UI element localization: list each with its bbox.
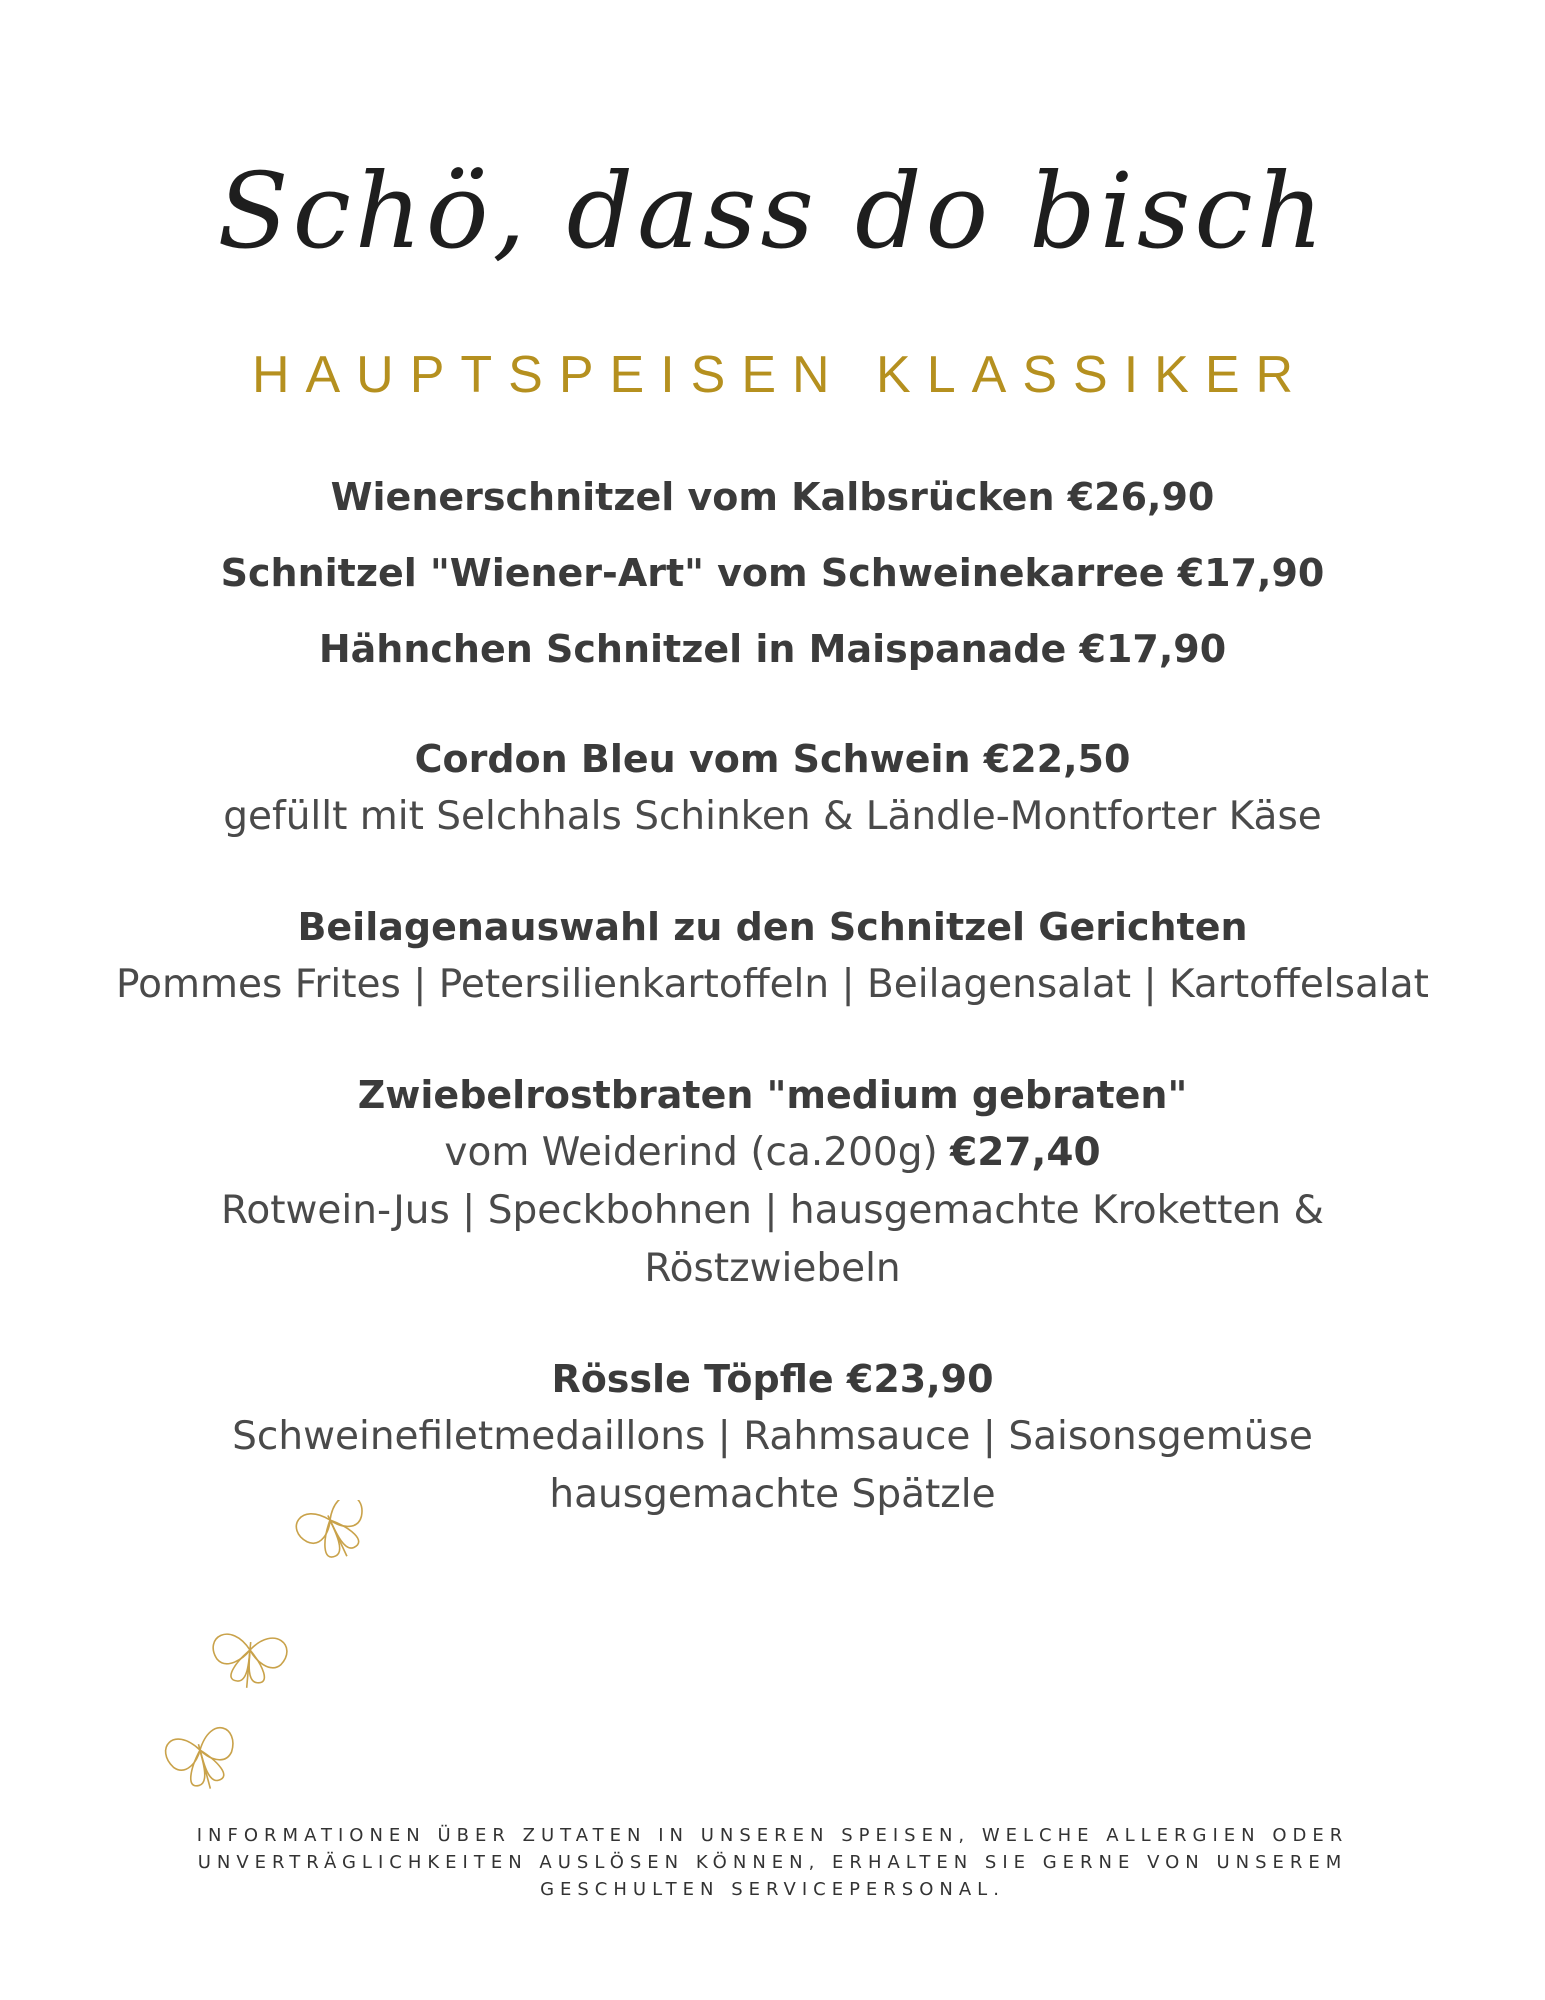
butterfly-icon bbox=[292, 1500, 378, 1571]
roessle-desc-line: Schweinefiletmedaillons | Rahmsauce | Saisonsgemüse bbox=[232, 1414, 1313, 1459]
menu bbox=[0, 468, 1545, 1524]
sides-list: Pommes Frites | Petersilienkartoffeln | Beilagensalat | Kartoffelsalat bbox=[116, 962, 1429, 1007]
butterflies-decoration bbox=[150, 1500, 450, 1800]
menu-item: Hähnchen Schnitzel in Maispanade €17,90 bbox=[318, 627, 1227, 671]
footer-line: GESCHULTEN SERVICEPERSONAL. bbox=[540, 1879, 1005, 1900]
zwiebel-sides-line: Rotwein-Jus | Speckbohnen | hausgemachte Kroketten & bbox=[221, 1188, 1324, 1233]
sides-heading: Beilagenauswahl zu den Schnitzel Gerichten bbox=[297, 905, 1248, 949]
menu-item-cordon: Cordon Bleu vom Schwein €22,50 bbox=[414, 737, 1131, 781]
zwiebel-sides-line: Röstzwiebeln bbox=[644, 1246, 901, 1291]
zwiebel-origin: vom Weiderind (ca.200g) bbox=[444, 1130, 938, 1175]
menu-item-zwiebel: Zwiebelrostbraten "medium gebraten" bbox=[357, 1073, 1188, 1117]
butterfly-icon bbox=[163, 1725, 244, 1797]
footer-line: UNVERTRÄGLICHKEITEN AUSLÖSEN KÖNNEN, ERHALTEN SIE GERNE VON UNSEREM bbox=[197, 1852, 1348, 1873]
section-title: HAUPTSPEISEN KLASSIKER bbox=[251, 346, 1310, 404]
script-title: Schö, dass do bisch bbox=[217, 150, 1328, 272]
zwiebel-price: €27,40 bbox=[950, 1130, 1101, 1175]
menu-item-roessle: Rössle Töpfle €23,90 bbox=[551, 1357, 994, 1401]
roessle-desc-line: hausgemachte Spätzle bbox=[549, 1472, 996, 1517]
menu-item-cordon-desc: gefüllt mit Selchhals Schinken & Ländle-Montforter Käse bbox=[223, 794, 1322, 839]
allergen-footer bbox=[0, 1822, 1545, 1903]
menu-item-zwiebel-desc bbox=[0, 1124, 1545, 1182]
butterfly-icon bbox=[210, 1633, 288, 1691]
menu-item: Wienerschnitzel vom Kalbsrücken €26,90 bbox=[330, 475, 1215, 519]
menu-item: Schnitzel "Wiener-Art" vom Schweinekarree €17,90 bbox=[220, 551, 1325, 595]
footer-line: INFORMATIONEN ÜBER ZUTATEN IN UNSEREN SPEISEN, WELCHE ALLERGIEN ODER bbox=[196, 1825, 1349, 1846]
